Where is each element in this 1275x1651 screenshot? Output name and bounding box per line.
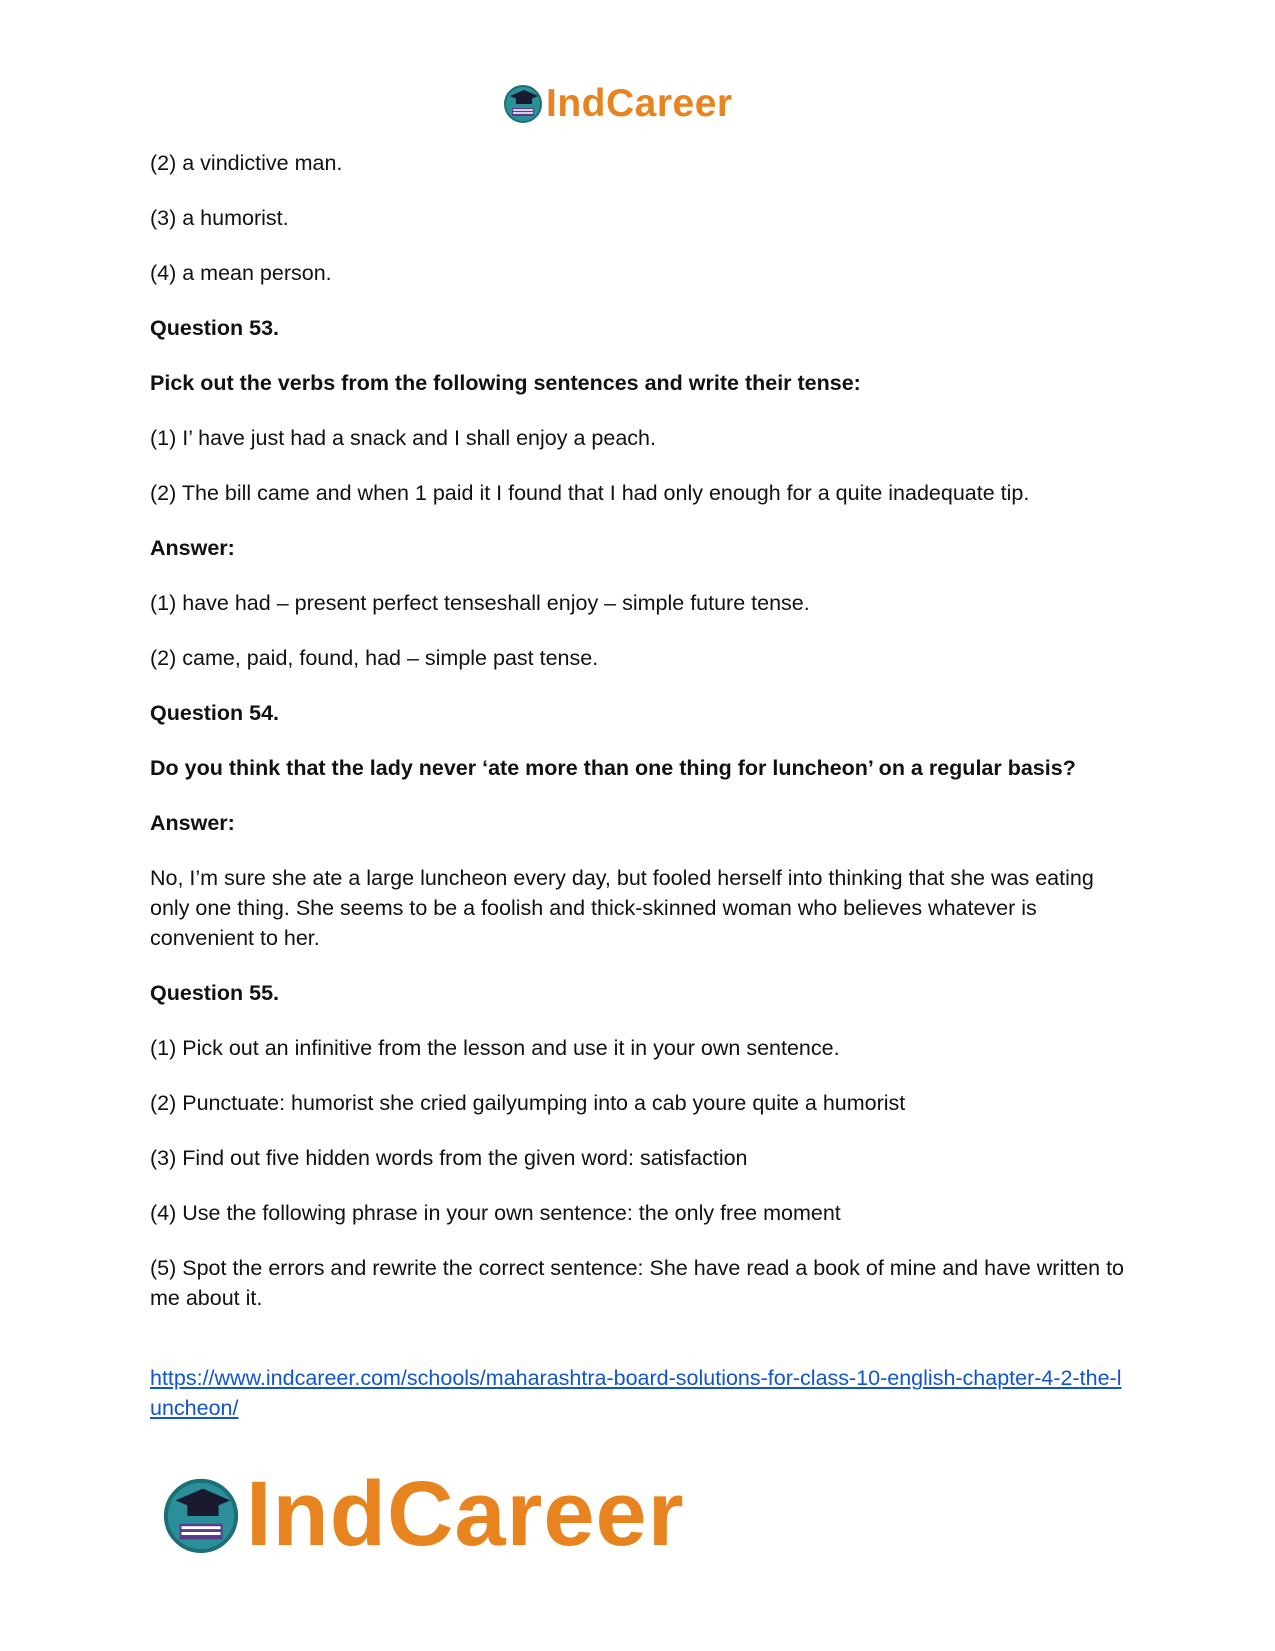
source-link[interactable]: https://www.indcareer.com/schools/maharashtra-board-solutions-for-class-10-english-chapter-4-2-the-luncheon/ xyxy=(150,1366,1122,1420)
heading-line: Question 55. xyxy=(150,981,280,1005)
text-line: (1) Pick out an infinitive from the lesson and use it in your own sentence. xyxy=(150,1036,840,1060)
text-line: (1) have had – present perfect tenseshall enjoy – simple future tense. xyxy=(150,591,810,615)
heading-line: Do you think that the lady never ‘ate more than one thing for luncheon’ on a regular basis? xyxy=(150,756,1076,780)
heading-line: Answer: xyxy=(150,536,235,560)
text-line: (4) Use the following phrase in your own sentence: the only free moment xyxy=(150,1201,841,1225)
text-line: (3) Find out five hidden words from the given word: satisfaction xyxy=(150,1146,748,1170)
heading-line: Pick out the verbs from the following sentences and write their tense: xyxy=(150,371,861,395)
text-line: No, I’m sure she ate a large luncheon every day, but fooled herself into thinking that she was eating only one thing. She seems to be a foolish and thick-skinned woman who believes whatever is convenient to her. xyxy=(150,866,1094,950)
text-line: (2) The bill came and when 1 paid it I found that I had only enough for a quite inadequate tip. xyxy=(150,481,1030,505)
text-line: (5) Spot the errors and rewrite the correct sentence: She have read a book of mine and have written to me about it. xyxy=(150,1256,1125,1310)
header-logo xyxy=(502,80,733,126)
heading-line: Question 53. xyxy=(150,316,280,340)
text-line: (4) a mean person. xyxy=(150,261,332,285)
text-line: (2) came, paid, found, had – simple past tense. xyxy=(150,646,599,670)
text-line: (2) a vindictive man. xyxy=(150,151,343,175)
globe-graduation-cap-icon xyxy=(160,1473,242,1555)
header-logo-text: IndCareer xyxy=(546,81,733,125)
heading-line: Question 54. xyxy=(150,701,280,725)
globe-graduation-cap-icon xyxy=(502,82,544,124)
footer-logo-text: IndCareer xyxy=(246,1463,685,1565)
text-line: (3) a humorist. xyxy=(150,206,289,230)
document-body xyxy=(150,148,1130,1448)
text-line: (2) Punctuate: humorist she cried gailyumping into a cab youre quite a humorist xyxy=(150,1091,906,1115)
heading-line: Answer: xyxy=(150,811,235,835)
footer-logo xyxy=(160,1463,685,1565)
text-line: (1) I’ have just had a snack and I shall enjoy a peach. xyxy=(150,426,656,450)
